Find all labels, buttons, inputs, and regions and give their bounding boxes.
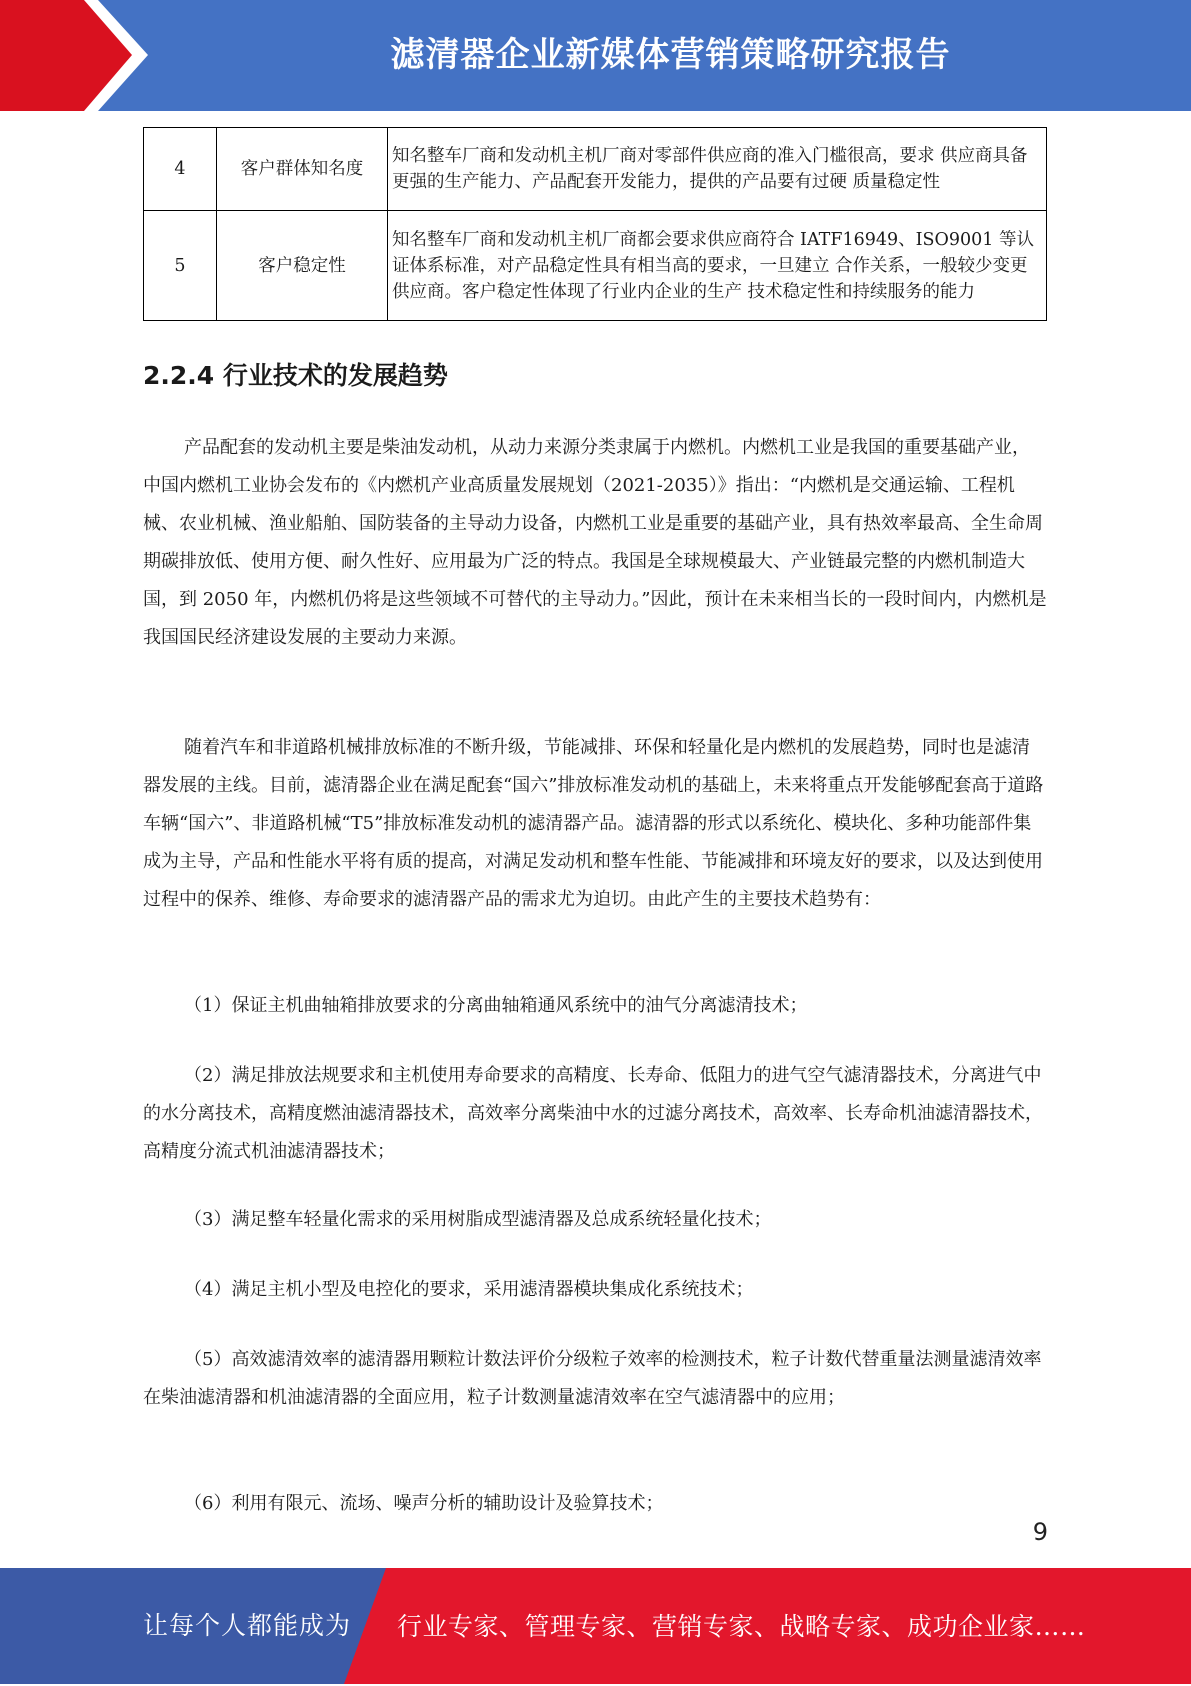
criteria-table bbox=[143, 127, 1047, 321]
section-heading: 2.2.4 行业技术的发展趋势 bbox=[143, 361, 448, 390]
list-item: （2）满足排放法规要求和主机使用寿命要求的高精度、长寿命、低阻力的进气空气滤清器技术，分离进气中的水分离技术，高精度燃油滤清器技术，高效率分离柴油中水的过滤分离技术，高效率、长寿命机油滤清器技术，高精度分流式机油滤清器技术； bbox=[143, 1065, 1043, 1162]
table-row bbox=[144, 211, 1047, 321]
row-name: 客户群体知名度 bbox=[217, 128, 388, 211]
row-number: 5 bbox=[144, 211, 217, 321]
footer-slogan-left: 让每个人都能成为 bbox=[143, 1611, 352, 1640]
list-item: （4）满足主机小型及电控化的要求，采用滤清器模块集成化系统技术； bbox=[184, 1279, 754, 1300]
list-item: （5）高效滤清效率的滤清器用颗粒计数法评价分级粒子效率的检测技术，粒子计数代替重量法测量滤清效率在柴油滤清器和机油滤清器的全面应用，粒子计数测量滤清效率在空气滤清器中的应用； bbox=[143, 1349, 1042, 1408]
row-number: 4 bbox=[144, 128, 217, 211]
header-chevron-decoration bbox=[0, 0, 160, 111]
body-paragraph: 随着汽车和非道路机械排放标准的不断升级，节能减排、环保和轻量化是内燃机的发展趋势，同时也是滤清器发展的主线。目前，滤清器企业在满足配套“国六”排放标准发动机的基础上，未来将重点开发能够配套高于道路车辆“国六”、非道路机械“T5”排放标准发动机的滤清器产品。滤清器的形式以系统化、模块化、多种功能部件集成为主导，产品和性能水平将有质的提高，对满足发动机和整车性能、节能减排和环境友好的要求，以及达到使用过程中的保养、维修、寿命要求的滤清器产品的需求尤为迫切。由此产生的主要技术趋势有： bbox=[143, 737, 1044, 910]
page-footer bbox=[0, 1568, 1191, 1684]
row-description: 知名整车厂商和发动机主机厂商对零部件供应商的准入门槛很高，要求 供应商具备更强的生产能力、产品配套开发能力，提供的产品要有过硬 质量稳定性 bbox=[388, 128, 1047, 211]
body-paragraph: 产品配套的发动机主要是柴油发动机，从动力来源分类隶属于内燃机。内燃机工业是我国的重要基础产业，中国内燃机工业协会发布的《内燃机产业高质量发展规划（2021-2035）》指出：“内燃机是交通运输、工程机械、农业机械、渔业船舶、国防装备的主导动力设备，内燃机工业是重要的基础产业，具有热效率最高、全生命周期碳排放低、使用方便、耐久性好、应用最为广泛的特点。我国是全球规模最大、产业链最完整的内燃机制造大国，到 2050 年，内燃机仍将是这些领域不可替代的主导动力。”因此，预计在未来相当长的一段时间内，内燃机是我国国民经济建设发展的主要动力来源。 bbox=[143, 437, 1047, 648]
row-description: 知名整车厂商和发动机主机厂商都会要求供应商符合 IATF16949、ISO9001 等认证体系标准，对产品稳定性具有相当高的要求，一旦建立 合作关系，一般较少变更供应商。客户稳定性体现了行业内企业的生产 技术稳定性和持续服务的能力 bbox=[388, 211, 1047, 321]
list-item: （1）保证主机曲轴箱排放要求的分离曲轴箱通风系统中的油气分离滤清技术； bbox=[184, 995, 808, 1016]
list-item: （6）利用有限元、流场、噪声分析的辅助设计及验算技术； bbox=[184, 1493, 664, 1514]
row-name: 客户稳定性 bbox=[217, 211, 388, 321]
page-header bbox=[0, 0, 1191, 111]
table-row bbox=[144, 128, 1047, 211]
footer-slogan-right: 行业专家、管理专家、营销专家、战略专家、成功企业家…… bbox=[397, 1612, 1086, 1641]
report-title: 滤清器企业新媒体营销策略研究报告 bbox=[390, 35, 951, 75]
page-number: 9 bbox=[1032, 1518, 1048, 1546]
list-item: （3）满足整车轻量化需求的采用树脂成型滤清器及总成系统轻量化技术； bbox=[184, 1209, 772, 1230]
